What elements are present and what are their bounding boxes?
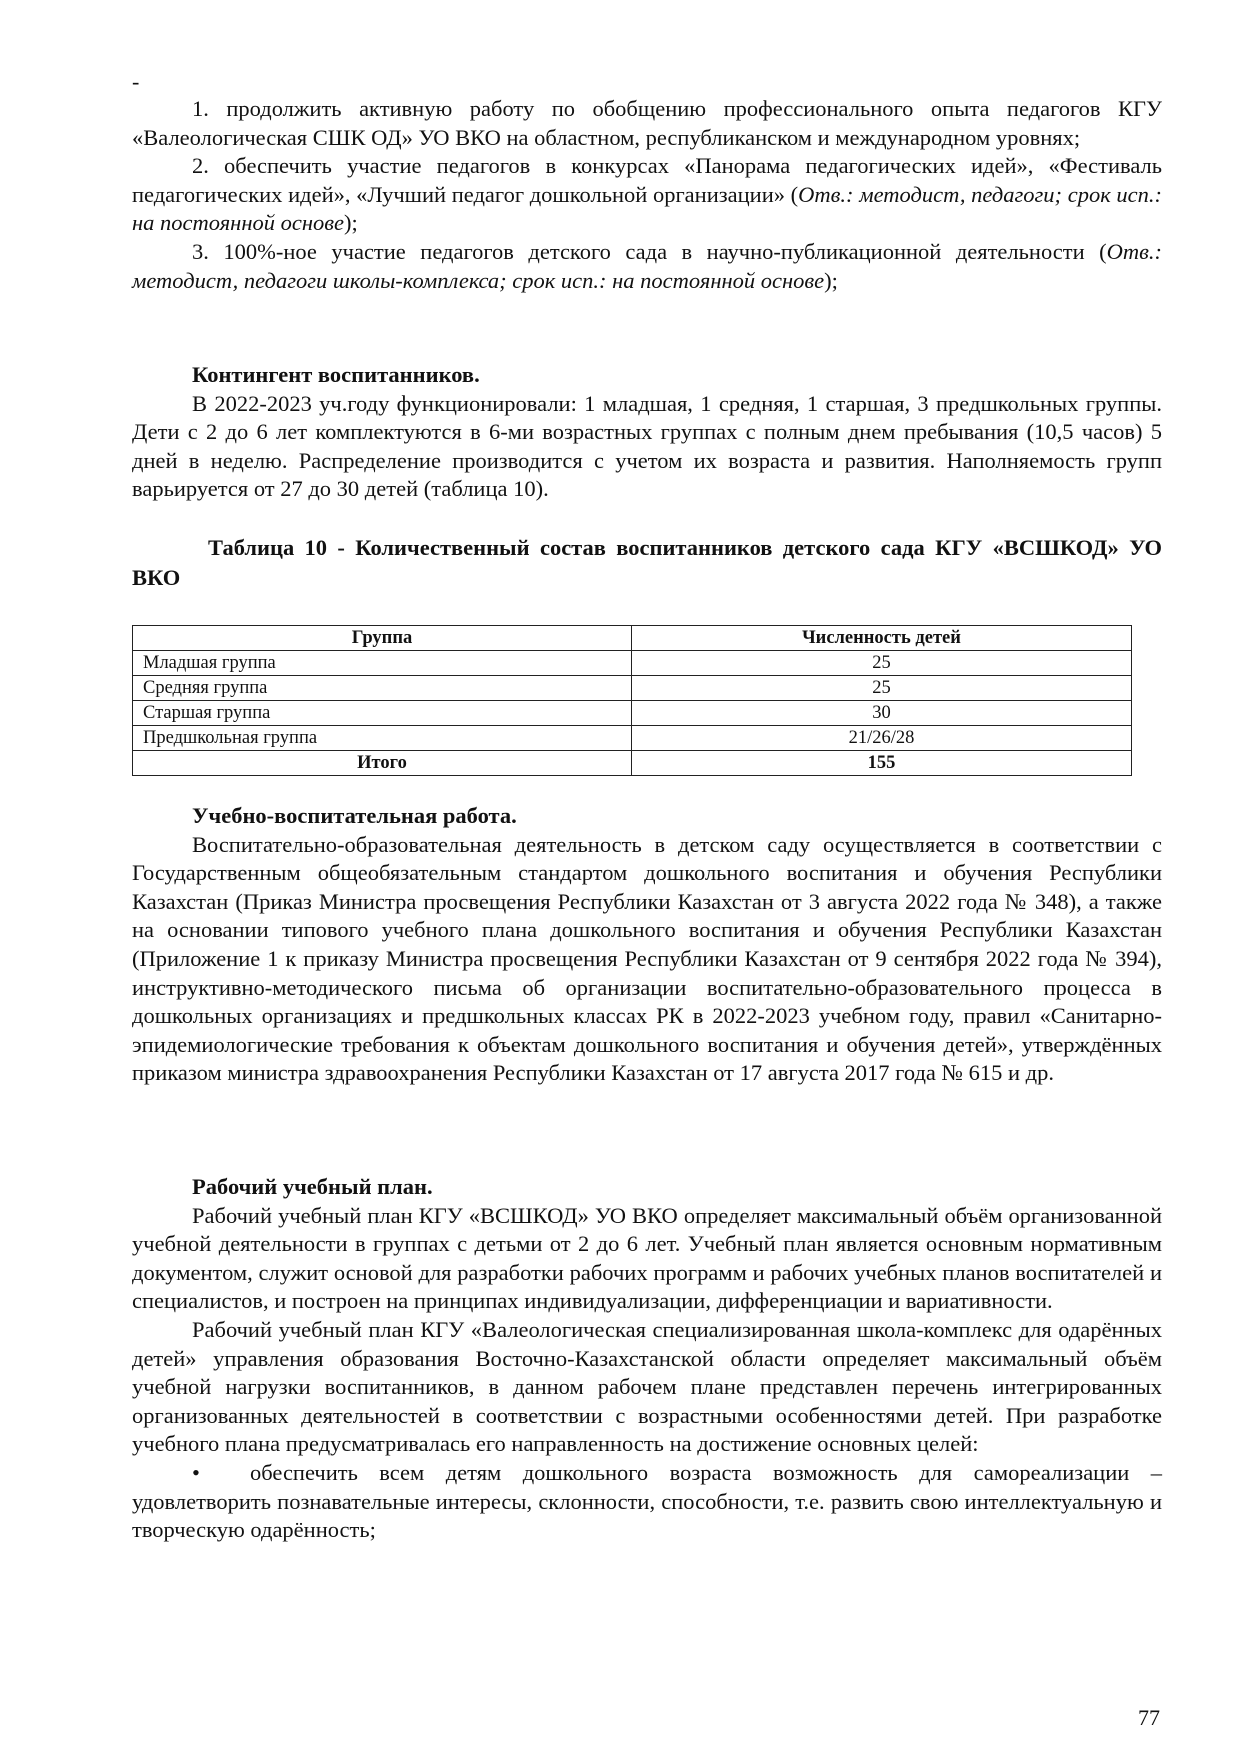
- table-cell-count: 30: [632, 701, 1132, 726]
- list-item-3-responsible: Отв.: методист, педагоги школы-комплекса; срок исп.: на постоянной основе: [132, 238, 1162, 293]
- section-contingent: [132, 361, 1162, 504]
- table-cell-group: Предшкольная группа: [133, 726, 632, 751]
- page-number: 77: [1138, 1705, 1160, 1730]
- table-row: [133, 676, 1132, 701]
- curriculum-paragraph-1: Рабочий учебный план КГУ «ВСШКОД» УО ВКО определяет максимальный объём организованной учебной деятельности в группах с детьми от 2 до 6 лет. Учебный план является основным нормативным документом, служит основой для разработки рабочих программ и рабочих учебных планов воспитателей и специалистов, и построен на принципах индивидуализации, дифференциации и вариативности.: [132, 1202, 1162, 1314]
- table-header-group: Группа: [133, 626, 632, 651]
- bullet-icon: •: [192, 1459, 200, 1485]
- bullet-text: обеспечить всем детям дошкольного возраста возможность для самореализации – удовлетворить познавательные интересы, склонности, способности, т.е. развить свою интеллектуальную и творческую одарённость;: [132, 1459, 1162, 1543]
- table-cell-group: Младшая группа: [133, 651, 632, 676]
- leading-dash: -: [132, 69, 140, 94]
- section-educational-work: [132, 802, 1162, 1088]
- curriculum-paragraph-2: Рабочий учебный план КГУ «Валеологическая специализированная школа-комплекс для одарённых детей» управления образования Восточно-Казахстанской области определяет максимальный объём учебной нагрузки воспитанников, в данном рабочем плане представлен перечень интегрированных организованных деятельностей в соответствии с возрастными особенностями детей. При разработке учебного плана предусматривалась его направленность на достижение основных целей:: [132, 1316, 1162, 1457]
- goals-list: [132, 95, 1162, 295]
- list-item-3-text: 3. 100%-ное участие педагогов детского сада в научно-публикационной деятельности (: [192, 238, 1107, 264]
- table-cell-count: 21/26/28: [632, 726, 1132, 751]
- list-item-3-end: );: [824, 267, 838, 293]
- section-heading-contingent: Контингент воспитанников.: [192, 362, 480, 387]
- list-item-2-end: );: [344, 210, 358, 236]
- table-cell-group: Старшая группа: [133, 701, 632, 726]
- table-row: [133, 701, 1132, 726]
- table-10: [132, 625, 1132, 776]
- list-item-3: [132, 238, 1162, 295]
- contingent-paragraph: В 2022-2023 уч.году функционировали: 1 младшая, 1 средняя, 1 старшая, 3 предшкольных группы. Дети с 2 до 6 лет комплектуются в 6-ми возрастных группах с полным днем пребывания (10,5 часов) 5 дней в неделю. Распределение производится с учетом их возраста и развития. Наполняемость групп варьируется от 27 до 30 детей (таблица 10).: [132, 390, 1162, 502]
- section-heading-curriculum: Рабочий учебный план.: [192, 1174, 433, 1199]
- table-cell-group: Средняя группа: [133, 676, 632, 701]
- table-header-row: [133, 626, 1132, 651]
- list-item-2: [132, 152, 1162, 238]
- list-item-2-responsible: Отв.: методист, педагоги; срок исп.: на постоянной основе: [132, 181, 1162, 236]
- table-total-row: [133, 751, 1132, 776]
- table-row: [133, 726, 1132, 751]
- list-item-1: 1. продолжить активную работу по обобщению профессионального опыта педагогов КГУ «Валеологическая СШК ОД» УО ВКО на областном, республиканском и международном уровнях;: [132, 96, 1162, 150]
- educational-work-paragraph: Воспитательно-образовательная деятельность в детском саду осуществляется в соответствии с Государственным общеобязательным стандартом дошкольного воспитания и обучения Республики Казахстан (Приказ Министра просвещения Республики Казахстан от 3 августа 2022 года № 348), а также на основании типового учебного плана дошкольного воспитания и обучения Республики Казахстан (Приложение 1 к приказу Министра просвещения Республики Казахстан от 9 сентября 2022 года № 394), инструктивно-методического письма об организации воспитательно-образовательного процесса в дошкольных организациях и предшкольных классах РК в 2022-2023 учебном году, правил «Санитарно-эпидемиологические требования к объектам дошкольного воспитания и обучения детей», утверждённых приказом министра здравоохранения Республики Казахстан от 17 августа 2017 года № 615 и др.: [132, 831, 1162, 1086]
- table-cell-count: 25: [632, 651, 1132, 676]
- table-header-count: Численность детей: [632, 626, 1132, 651]
- table-total-value: 155: [632, 751, 1132, 776]
- table-caption: Таблица 10 - Количественный состав воспитанников детского сада КГУ «ВСШКОД» УО ВКО: [132, 535, 1162, 590]
- list-item-2-text: 2. обеспечить участие педагогов в конкурсах «Панорама педагогических идей», «Фестиваль педагогических идей», «Лучший педагог дошкольной организации» (: [132, 153, 1162, 207]
- table-cell-count: 25: [632, 676, 1132, 701]
- table-total-label: Итого: [133, 751, 632, 776]
- curriculum-bullet-item: [132, 1459, 1162, 1545]
- table-row: [133, 651, 1132, 676]
- section-heading-educational-work: Учебно-воспитательная работа.: [192, 803, 517, 828]
- section-curriculum: [132, 1173, 1162, 1545]
